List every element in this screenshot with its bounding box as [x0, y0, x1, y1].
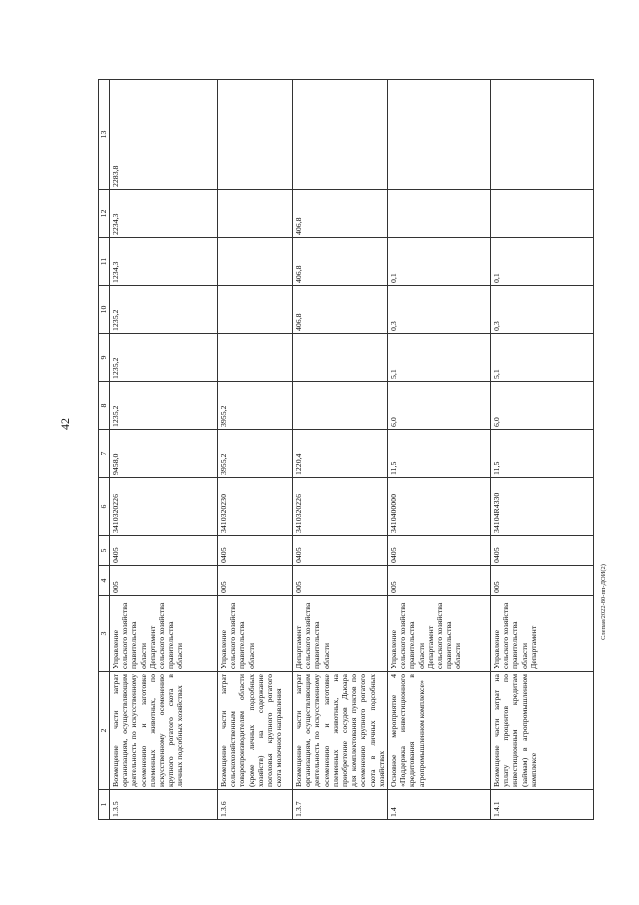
value-cell: [293, 80, 388, 190]
value-cell: 3955,2: [218, 430, 293, 478]
header-cell: 9: [99, 334, 110, 382]
value-cell: 406,8: [293, 190, 388, 238]
header-cell: 12: [99, 190, 110, 238]
page-number: 42: [58, 418, 72, 430]
value-cell: [293, 382, 388, 430]
header-cell: 1: [99, 790, 110, 820]
row-number-cell: 1.3.5: [110, 790, 218, 820]
table-row: [491, 80, 594, 820]
header-cell: 4: [99, 566, 110, 596]
row-number-cell: 1.4.1: [491, 790, 594, 820]
description-cell: Возмещение части затрат организациям, осуществляющим деятельность по искусственному осеменению и заготовке племенных животных, по искусственному осеменению крупного рогатого скота в личных подсобных хозяйствах: [110, 672, 218, 790]
value-cell: 0,1: [491, 238, 594, 286]
header-row: [99, 80, 110, 820]
value-cell: 2234,3: [110, 190, 218, 238]
value-cell: [218, 238, 293, 286]
value-cell: 1235,2: [110, 286, 218, 334]
code-cell: 005: [110, 566, 218, 596]
row-number-cell: 1.3.7: [293, 790, 388, 820]
value-cell: [491, 190, 594, 238]
responsible-cell: Управление сельского хозяйства правительства области Департамент сельского хозяйства правительства области: [110, 596, 218, 672]
value-cell: 1220,4: [293, 430, 388, 478]
value-cell: 11,5: [491, 430, 594, 478]
code-cell: 3410320226: [110, 478, 218, 536]
code-cell: 3410320226: [293, 478, 388, 536]
header-cell: 8: [99, 382, 110, 430]
value-cell: 1235,2: [110, 334, 218, 382]
header-cell: 13: [99, 80, 110, 190]
row-number-cell: 1.3.6: [218, 790, 293, 820]
description-cell: Возмещение части затрат на уплату процентов по инвестиционным кредитам (займам) в агропромышленном комплексе: [491, 672, 594, 790]
value-cell: 3955,2: [218, 382, 293, 430]
document-footer: Слепая/2022-80-пп-ДОИ(2): [600, 564, 607, 640]
value-cell: [293, 334, 388, 382]
value-cell: 2283,8: [110, 80, 218, 190]
code-cell: 0405: [110, 536, 218, 566]
value-cell: [218, 286, 293, 334]
responsible-cell: Управление сельского хозяйства правительства области Департамент сельского хозяйства правительства области: [388, 596, 491, 672]
responsible-cell: Управление сельского хозяйства правительства области Департамент: [491, 596, 594, 672]
table-row: [110, 80, 218, 820]
header-cell: 7: [99, 430, 110, 478]
code-cell: 005: [293, 566, 388, 596]
value-cell: 0,1: [388, 238, 491, 286]
row-number-cell: 1.4: [388, 790, 491, 820]
code-cell: 0405: [388, 536, 491, 566]
value-cell: 0,3: [491, 286, 594, 334]
code-cell: 3410320230: [218, 478, 293, 536]
responsible-cell: Управление сельского хозяйства правительства области: [218, 596, 293, 672]
value-cell: 6,0: [388, 382, 491, 430]
value-cell: 11,5: [388, 430, 491, 478]
value-cell: 406,8: [293, 286, 388, 334]
value-cell: 1234,3: [110, 238, 218, 286]
value-cell: 1235,2: [110, 382, 218, 430]
description-cell: Основное мероприятие 4 «Поддержка инвестиционного кредитования в агропромышленном комплексе»: [388, 672, 491, 790]
code-cell: 34104R4330: [491, 478, 594, 536]
value-cell: [491, 80, 594, 190]
table-row: [388, 80, 491, 820]
rotated-table-container: [98, 80, 603, 820]
code-cell: 005: [218, 566, 293, 596]
header-cell: 5: [99, 536, 110, 566]
code-cell: 3410400000: [388, 478, 491, 536]
description-cell: Возмещение части затрат сельскохозяйственным товаропроизводителям области (кроме личных подсобных хозяйств) на содержание поголовья крупного рогатого скота молочного направления: [218, 672, 293, 790]
code-cell: 0405: [218, 536, 293, 566]
value-cell: [218, 190, 293, 238]
description-cell: Возмещение части затрат организациям, осуществляющим деятельность по искусственному осеменению и заготовке племенных животных, на приобретение сосудов Дьюара для комплектования пунктов по осеменению крупного рогатого скота в личных подсобных хозяйствах: [293, 672, 388, 790]
value-cell: [388, 80, 491, 190]
value-cell: 0,3: [388, 286, 491, 334]
value-cell: [388, 190, 491, 238]
responsible-cell: Департамент сельского хозяйства правительства области: [293, 596, 388, 672]
value-cell: [218, 80, 293, 190]
header-cell: 10: [99, 286, 110, 334]
value-cell: [218, 334, 293, 382]
value-cell: 5,1: [388, 334, 491, 382]
code-cell: 005: [388, 566, 491, 596]
header-cell: 3: [99, 596, 110, 672]
code-cell: 0405: [491, 536, 594, 566]
program-table: [98, 79, 594, 820]
value-cell: 406,8: [293, 238, 388, 286]
code-cell: 0405: [293, 536, 388, 566]
header-cell: 2: [99, 672, 110, 790]
table-row: [218, 80, 293, 820]
value-cell: 6,0: [491, 382, 594, 430]
table-row: [293, 80, 388, 820]
header-cell: 6: [99, 478, 110, 536]
value-cell: 5,1: [491, 334, 594, 382]
value-cell: 9458,0: [110, 430, 218, 478]
code-cell: 005: [491, 566, 594, 596]
header-cell: 11: [99, 238, 110, 286]
